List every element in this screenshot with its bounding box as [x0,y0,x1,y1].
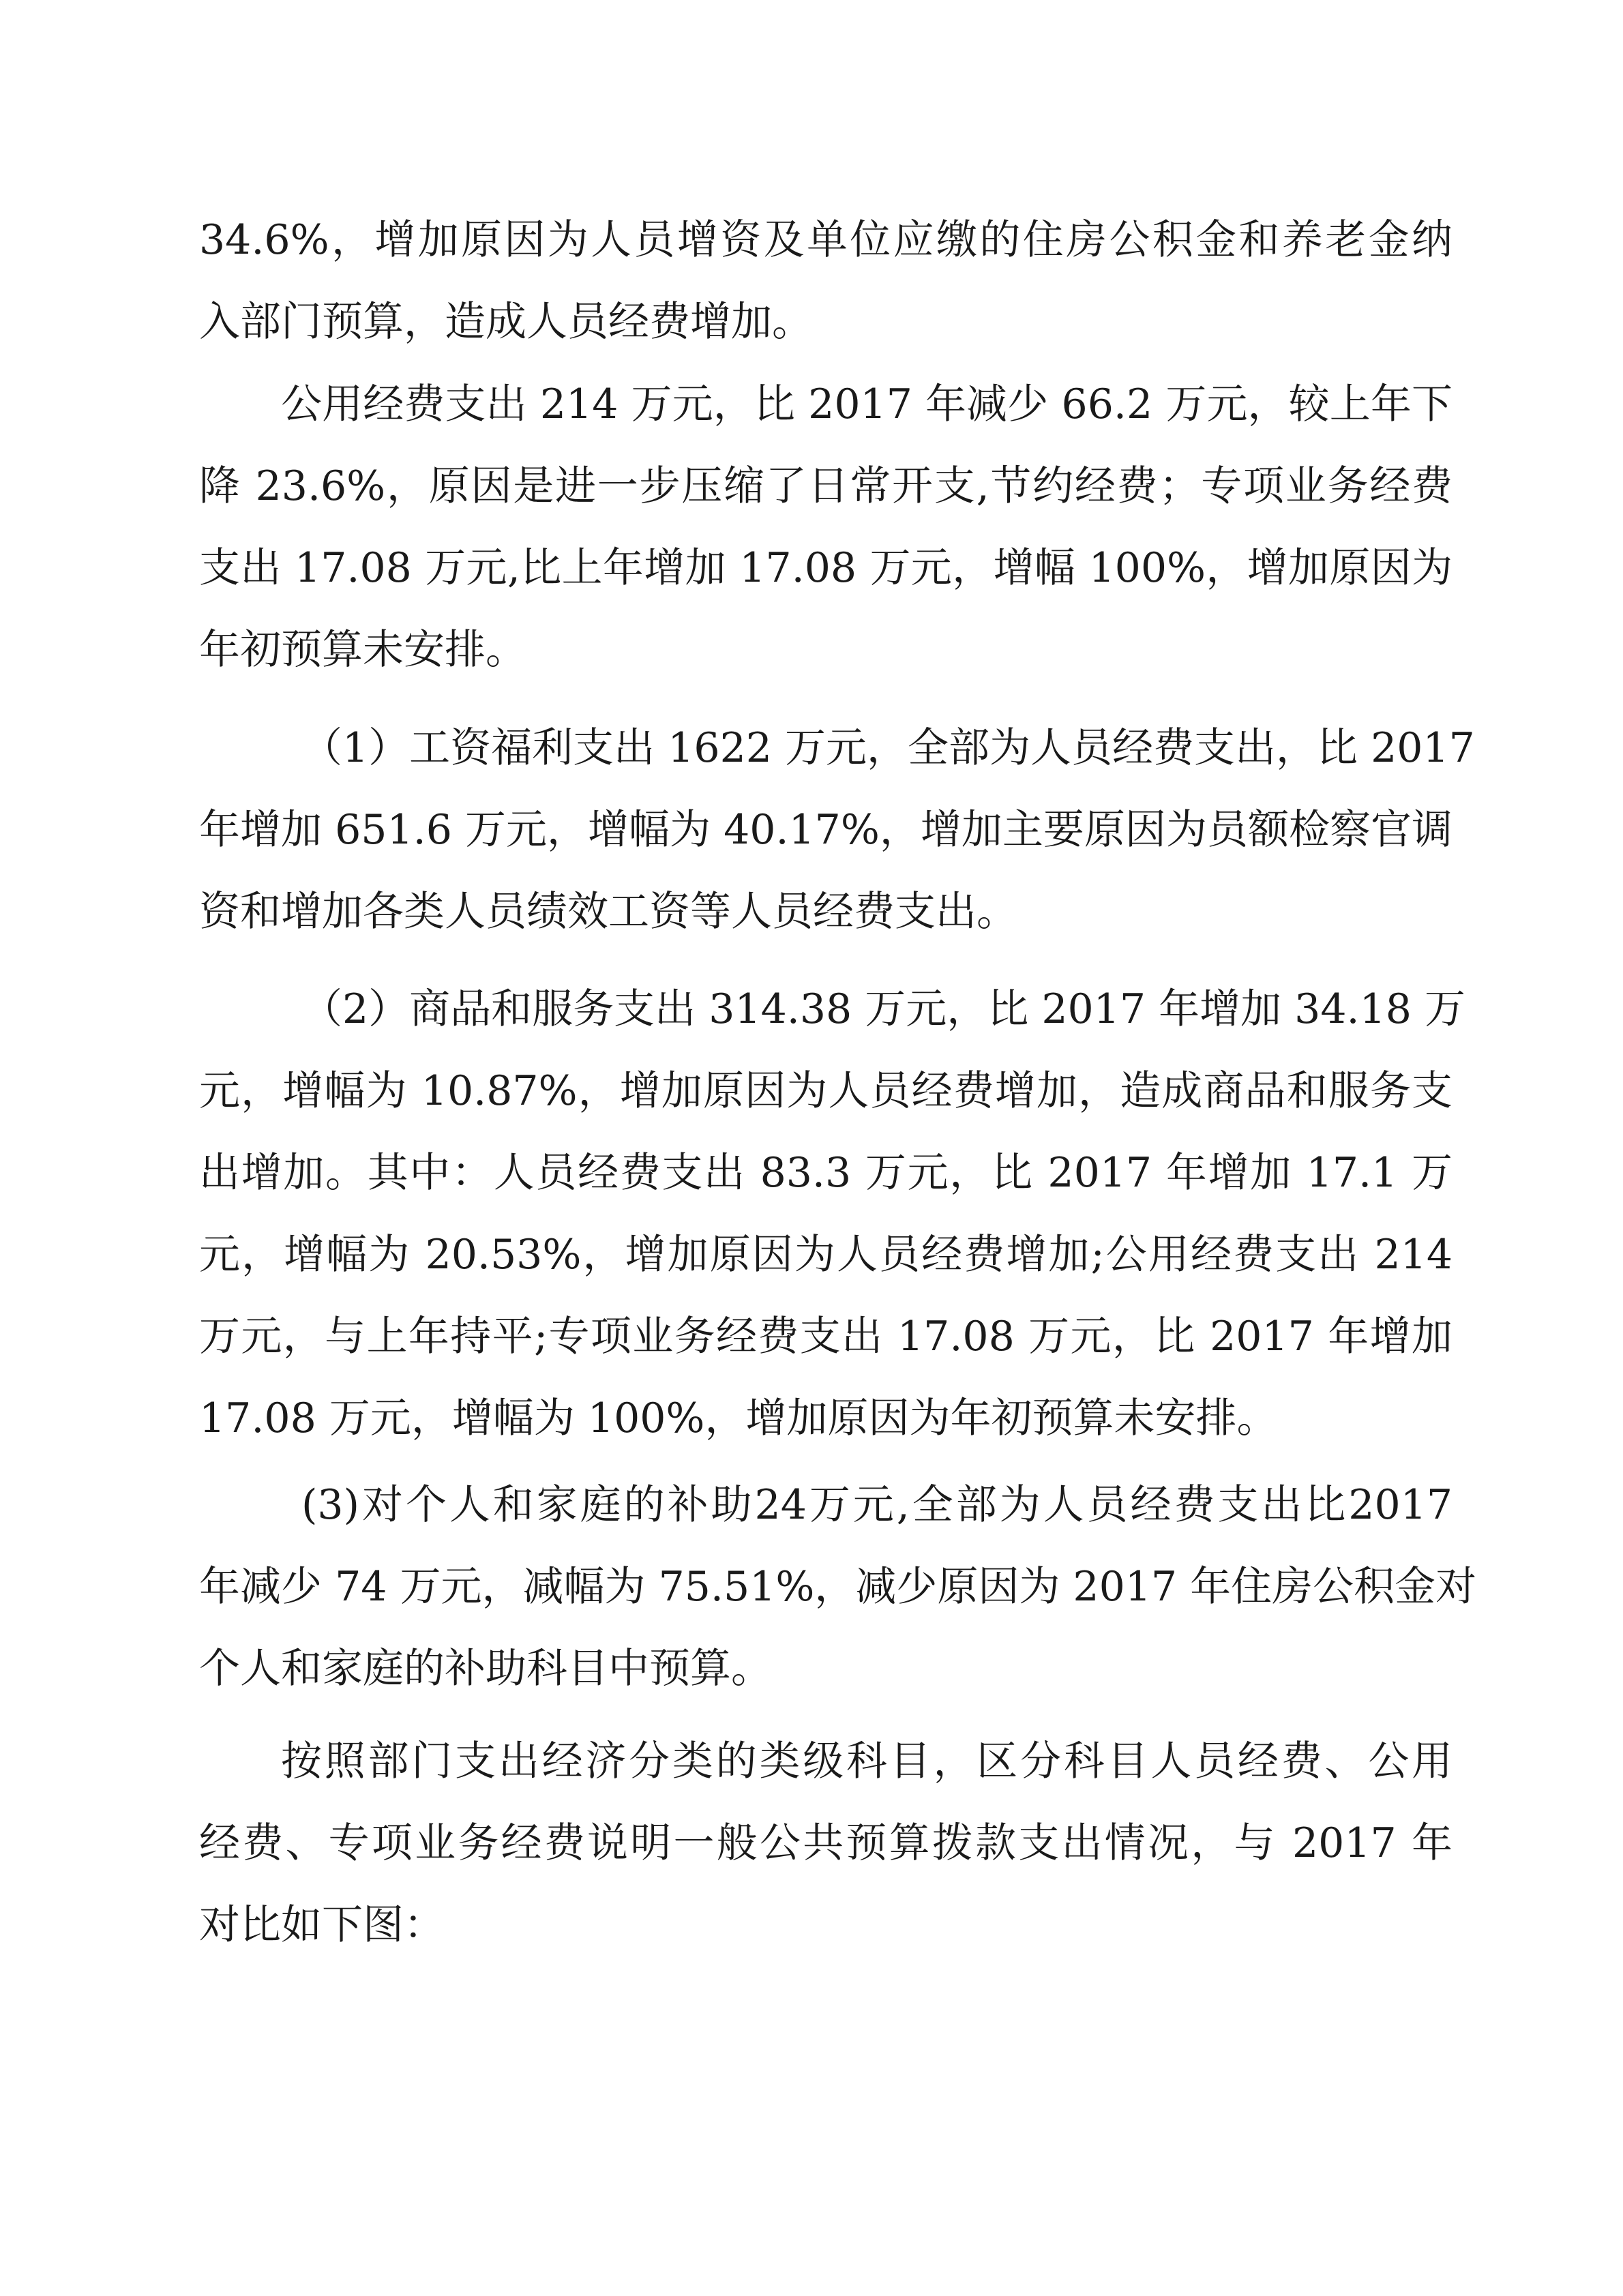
paragraph-3-line-1: （1）工资福利支出 1622 万元，全部为人员经费支出，比 2017 [301,724,1475,772]
paragraph-4-line-5: 万元，与上年持平;专项业务经费支出 17.08 万元，比 2017 年增加 [199,1313,1453,1360]
paragraph-4-line-1: （2）商品和服务支出 314.38 万元，比 2017 年增加 34.18 万 [301,985,1466,1033]
paragraph-6-line-3: 对比如下图： [199,1901,445,1949]
paragraph-4-line-3: 出增加。其中：人员经费支出 83.3 万元，比 2017 年增加 17.1 万 [199,1149,1453,1197]
paragraph-2-line-2: 降 23.6%，原因是进一步压缩了日常开支,节约经费；专项业务经费 [199,462,1453,510]
paragraph-2-line-4: 年初预算未安排。 [199,626,526,674]
paragraph-5-line-1: (3)对个人和家庭的补助24万元,全部为人员经费支出比2017 [301,1481,1453,1529]
paragraph-1-line-2: 入部门预算，造成人员经费增加。 [199,298,813,346]
paragraph-5-line-2: 年减少 74 万元，减幅为 75.51%，减少原因为 2017 年住房公积金对 [199,1563,1477,1611]
paragraph-4-line-6: 17.08 万元，增幅为 100%，增加原因为年初预算未安排。 [199,1395,1278,1442]
paragraph-1-line-1: 34.6%，增加原因为人员增资及单位应缴的住房公积金和养老金纳 [199,216,1453,264]
paragraph-5-line-3: 个人和家庭的补助科目中预算。 [199,1645,772,1693]
paragraph-2-line-3: 支出 17.08 万元,比上年增加 17.08 万元，增幅 100%，增加原因为 [199,544,1453,592]
paragraph-3-line-2: 年增加 651.6 万元，增幅为 40.17%，增加主要原因为员额检察官调 [199,806,1453,854]
paragraph-4-line-2: 元，增幅为 10.87%，增加原因为人员经费增加，造成商品和服务支 [199,1067,1453,1115]
paragraph-3-line-3: 资和增加各类人员绩效工资等人员经费支出。 [199,888,1017,936]
paragraph-6-line-1: 按照部门支出经济分类的类级科目，区分科目人员经费、公用 [281,1738,1453,1785]
paragraph-2-line-1: 公用经费支出 214 万元，比 2017 年减少 66.2 万元，较上年下 [281,381,1453,428]
paragraph-6-line-2: 经费、专项业务经费说明一般公共预算拨款支出情况，与 2017 年 [199,1819,1453,1867]
paragraph-4-line-4: 元，增幅为 20.53%，增加原因为人员经费增加;公用经费支出 214 [199,1231,1453,1279]
